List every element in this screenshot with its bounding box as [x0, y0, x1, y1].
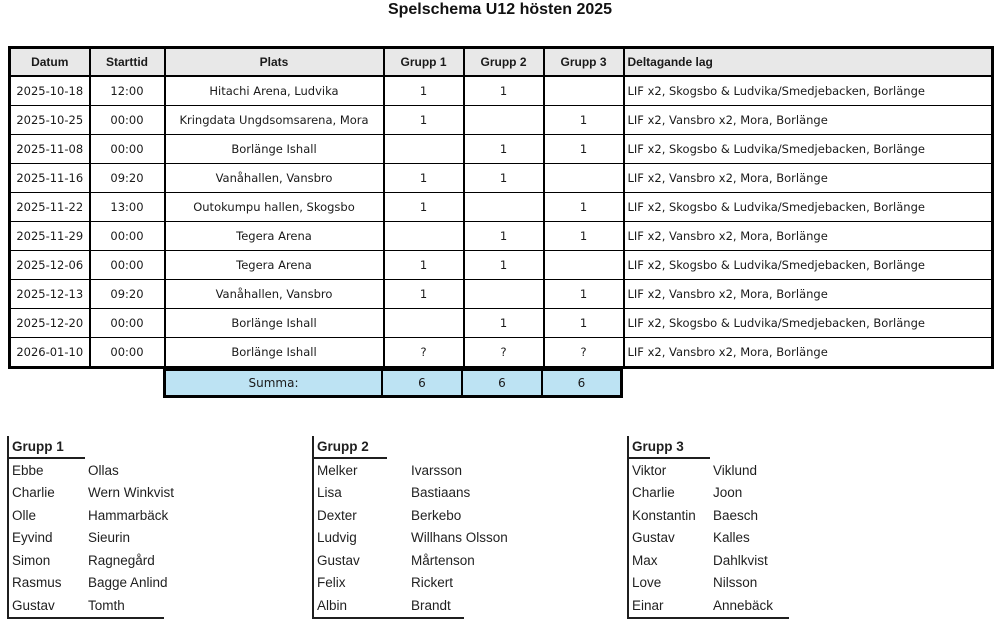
player-last-name: Brandt [411, 597, 451, 613]
player-last-name: Mårtenson [411, 552, 475, 568]
schedule-row [10, 135, 993, 164]
player-first-name: Simon [12, 552, 51, 568]
venue-cell: Tegera Arena [165, 222, 384, 251]
teams-cell: LIF x2, Vansbro x2, Mora, Borlänge [624, 280, 993, 309]
player-first-name: Ebbe [12, 462, 44, 478]
player-last-name: Willhans Olsson [411, 530, 508, 546]
player-row [629, 504, 789, 527]
group-1-roster [7, 436, 175, 619]
player-last-name: Ollas [88, 462, 119, 478]
time-cell: 00:00 [90, 251, 165, 280]
group-2-roster [312, 436, 508, 619]
date-cell: 2026-01-10 [10, 338, 90, 368]
player-first-name: Love [632, 575, 662, 591]
date-cell: 2025-12-20 [10, 309, 90, 338]
player-first-name: Dexter [317, 507, 357, 523]
player-row [314, 594, 464, 617]
player-row [9, 459, 164, 482]
grupp3-cell: 1 [544, 106, 624, 135]
schedule-row [10, 76, 993, 106]
schedule-row [10, 251, 993, 280]
grupp1-cell [384, 222, 464, 251]
col-header-datum: Datum [10, 48, 90, 77]
teams-cell: LIF x2, Skogsbo & Ludvika/Smedjebacken, Borlänge [624, 76, 993, 106]
grupp3-cell: 1 [544, 309, 624, 338]
schedule-row [10, 280, 993, 309]
player-row [629, 482, 789, 505]
player-last-name: Ragnegård [88, 552, 155, 568]
player-last-name: Annebäck [713, 597, 774, 613]
player-row [314, 549, 475, 572]
player-first-name: Max [632, 552, 658, 568]
schedule-row [10, 193, 993, 222]
player-first-name: Melker [317, 462, 358, 478]
date-cell: 2025-12-06 [10, 251, 90, 280]
player-row [629, 549, 789, 572]
player-row [629, 459, 789, 482]
player-row [9, 594, 164, 617]
player-first-name: Einar [632, 597, 664, 613]
player-first-name: Konstantin [632, 507, 696, 523]
venue-cell: Outokumpu hallen, Skogsbo [165, 193, 384, 222]
venue-cell: Borlänge Ishall [165, 309, 384, 338]
group-title: Grupp 3 [629, 436, 710, 459]
time-cell: 00:00 [90, 135, 165, 164]
player-row [314, 459, 464, 482]
col-header-grupp1: Grupp 1 [384, 48, 464, 77]
grupp2-cell [464, 193, 544, 222]
teams-cell: LIF x2, Skogsbo & Ludvika/Smedjebacken, Borlänge [624, 309, 993, 338]
player-first-name: Gustav [12, 597, 55, 613]
time-cell: 00:00 [90, 222, 165, 251]
grupp2-cell: 1 [464, 309, 544, 338]
time-cell: 09:20 [90, 164, 165, 193]
summary-sum-grupp2: 6 [463, 371, 543, 395]
grupp1-cell [384, 309, 464, 338]
summary-label: Summa: [166, 371, 383, 395]
player-first-name: Eyvind [12, 530, 53, 546]
col-header-plats: Plats [165, 48, 384, 77]
grupp2-cell: 1 [464, 135, 544, 164]
player-first-name: Olle [12, 507, 37, 523]
venue-cell: Tegera Arena [165, 251, 384, 280]
player-row [314, 527, 508, 550]
time-cell: 13:00 [90, 193, 165, 222]
grupp2-cell: 1 [464, 251, 544, 280]
player-first-name: Ludvig [317, 530, 357, 546]
player-last-name: Sieurin [88, 530, 131, 546]
grupp2-cell: 1 [464, 164, 544, 193]
grupp3-cell: 1 [544, 193, 624, 222]
date-cell: 2025-12-13 [10, 280, 90, 309]
player-last-name: Viklund [713, 462, 758, 478]
schedule-row [10, 164, 993, 193]
col-header-starttid: Starttid [90, 48, 165, 77]
player-row [9, 482, 175, 505]
player-row [314, 504, 464, 527]
grupp1-cell: 1 [384, 280, 464, 309]
player-first-name: Rasmus [12, 575, 62, 591]
grupp2-cell [464, 280, 544, 309]
teams-cell: LIF x2, Skogsbo & Ludvika/Smedjebacken, Borlänge [624, 193, 993, 222]
summary-sum-grupp1: 6 [383, 371, 463, 395]
grupp3-cell: 1 [544, 135, 624, 164]
venue-cell: Vanåhallen, Vansbro [165, 280, 384, 309]
teams-cell: LIF x2, Vansbro x2, Mora, Borlänge [624, 106, 993, 135]
group-title: Grupp 1 [9, 436, 85, 459]
venue-cell: Hitachi Arena, Ludvika [165, 76, 384, 106]
player-first-name: Charlie [12, 485, 55, 501]
col-header-grupp3: Grupp 3 [544, 48, 624, 77]
date-cell: 2025-11-22 [10, 193, 90, 222]
grupp3-cell: 1 [544, 280, 624, 309]
grupp3-cell: 1 [544, 222, 624, 251]
player-row [9, 504, 169, 527]
player-row [629, 527, 789, 550]
date-cell: 2025-11-29 [10, 222, 90, 251]
summary-row [163, 368, 623, 398]
player-last-name: Bagge Anlind [88, 575, 168, 591]
player-last-name: Wern Winkvist [88, 485, 175, 501]
player-last-name: Dahlkvist [713, 552, 768, 568]
grupp2-cell: 1 [464, 76, 544, 106]
venue-cell: Borlänge Ishall [165, 338, 384, 368]
player-first-name: Gustav [632, 530, 675, 546]
venue-cell: Vanåhallen, Vansbro [165, 164, 384, 193]
player-last-name: Ivarsson [411, 462, 463, 478]
player-first-name: Felix [317, 575, 346, 591]
group-3-roster [627, 436, 789, 619]
schedule-header-row [10, 48, 993, 77]
grupp1-cell: 1 [384, 76, 464, 106]
player-row [9, 549, 164, 572]
player-last-name: Joon [713, 485, 743, 501]
player-last-name: Tomth [88, 597, 125, 613]
grupp3-cell [544, 251, 624, 280]
venue-cell: Kringdata Ungdsomsarena, Mora [165, 106, 384, 135]
date-cell: 2025-11-08 [10, 135, 90, 164]
grupp2-cell: ? [464, 338, 544, 368]
player-first-name: Viktor [632, 462, 667, 478]
teams-cell: LIF x2, Vansbro x2, Mora, Borlänge [624, 338, 993, 368]
schedule-table [8, 46, 994, 369]
player-last-name: Nilsson [713, 575, 758, 591]
grupp1-cell: 1 [384, 164, 464, 193]
time-cell: 12:00 [90, 76, 165, 106]
player-last-name: Berkebo [411, 507, 462, 523]
schedule-row [10, 309, 993, 338]
player-first-name: Charlie [632, 485, 675, 501]
schedule-row [10, 106, 993, 135]
grupp1-cell: 1 [384, 251, 464, 280]
player-row [314, 572, 464, 595]
grupp3-cell: ? [544, 338, 624, 368]
date-cell: 2025-11-16 [10, 164, 90, 193]
grupp1-cell: 1 [384, 193, 464, 222]
col-header-deltagande-lag: Deltagande lag [624, 48, 993, 77]
time-cell: 00:00 [90, 309, 165, 338]
player-row [629, 572, 789, 595]
group-title: Grupp 2 [314, 436, 387, 459]
summary-sum-grupp3: 6 [577, 376, 586, 390]
grupp2-cell: 1 [464, 222, 544, 251]
schedule-row [10, 222, 993, 251]
grupp1-cell: 1 [384, 106, 464, 135]
time-cell: 00:00 [90, 106, 165, 135]
player-last-name: Kalles [713, 530, 750, 546]
player-last-name: Bastiaans [411, 485, 471, 501]
col-header-grupp2: Grupp 2 [464, 48, 544, 77]
date-cell: 2025-10-25 [10, 106, 90, 135]
player-first-name: Albin [317, 597, 348, 613]
grupp3-cell [544, 164, 624, 193]
player-row [314, 482, 471, 505]
schedule-row [10, 338, 993, 368]
player-row [9, 527, 164, 550]
grupp1-cell: ? [384, 338, 464, 368]
player-last-name: Baesch [713, 507, 759, 523]
grupp2-cell [464, 106, 544, 135]
grupp3-cell [544, 76, 624, 106]
grupp1-cell [384, 135, 464, 164]
page-title: Spelschema U12 hösten 2025 [387, 1, 613, 18]
player-first-name: Lisa [317, 485, 342, 501]
player-last-name: Hammarbäck [88, 507, 169, 523]
time-cell: 09:20 [90, 280, 165, 309]
player-first-name: Gustav [317, 552, 360, 568]
teams-cell: LIF x2, Vansbro x2, Mora, Borlänge [624, 222, 993, 251]
venue-cell: Borlänge Ishall [165, 135, 384, 164]
teams-cell: LIF x2, Skogsbo & Ludvika/Smedjebacken, Borlänge [624, 251, 993, 280]
player-row [9, 572, 168, 595]
date-cell: 2025-10-18 [10, 76, 90, 106]
player-row [629, 594, 789, 617]
teams-cell: LIF x2, Skogsbo & Ludvika/Smedjebacken, Borlänge [624, 135, 993, 164]
player-last-name: Rickert [411, 575, 454, 591]
time-cell: 00:00 [90, 338, 165, 368]
teams-cell: LIF x2, Vansbro x2, Mora, Borlänge [624, 164, 993, 193]
